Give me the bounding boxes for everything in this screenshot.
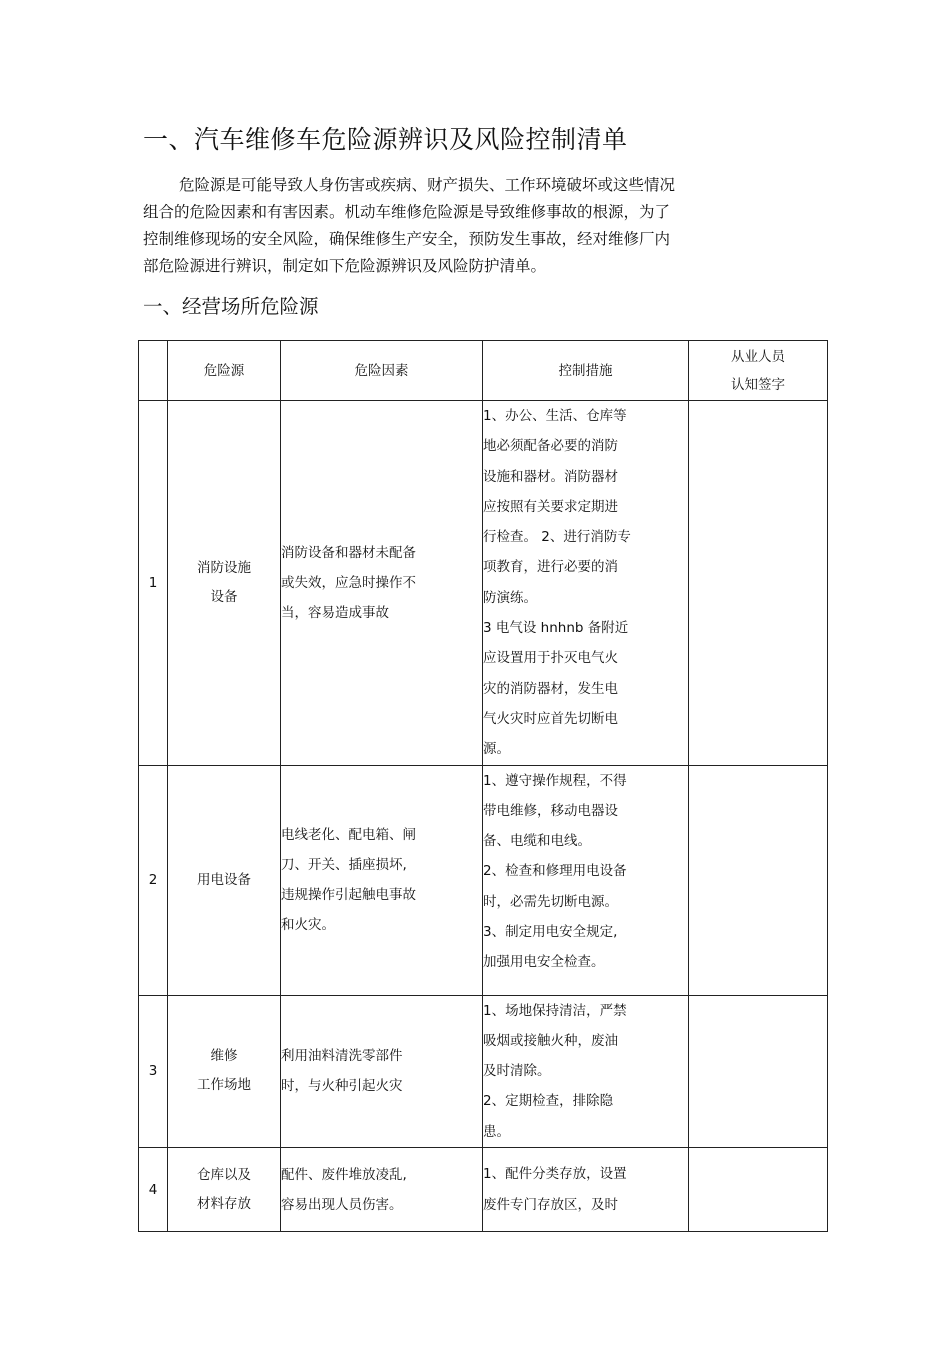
signature-cell[interactable]: [689, 995, 828, 1147]
source-line: 仓库以及: [197, 1166, 251, 1183]
source-line: 设备: [210, 588, 238, 605]
control-line: 1、遵守操作规程，不得: [483, 772, 627, 789]
control-line: 3、制定用电安全规定,: [483, 924, 618, 941]
risk-line: 当，容易造成事故: [281, 604, 389, 621]
risk-line: 容易出现人员伤害。: [281, 1196, 403, 1213]
risk-line: 消防设备和器材未配备: [281, 544, 416, 561]
signature-cell[interactable]: [689, 401, 828, 766]
risk-line: 配件、废件堆放凌乱,: [281, 1166, 407, 1183]
risk-line: 或失效，应急时操作不: [281, 574, 416, 591]
risk-line: 电线老化、配电箱、闸: [281, 827, 416, 844]
control-line: 项教育，进行必要的消: [483, 559, 618, 576]
header-no: [139, 341, 168, 401]
header-risk: 危险因素: [281, 341, 483, 401]
hazard-source: [168, 1148, 281, 1232]
control-line: 应设置用于扑灭电气火: [483, 650, 618, 667]
intro-line: 组合的危险因素和有害因素。机动车维修危险源是导致维修事故的根源，为了: [143, 203, 671, 221]
control-line: 患。: [483, 1123, 510, 1140]
source-line: 消防设施: [197, 559, 251, 576]
control-line: 及时清除。: [483, 1063, 551, 1080]
risk-factor: [281, 401, 483, 766]
header-source: 危险源: [168, 341, 281, 401]
risk-factor: [281, 1148, 483, 1232]
control-line: 时，必需先切断电源。: [483, 893, 618, 910]
source-line: 维修: [210, 1048, 238, 1065]
hazard-source: [168, 401, 281, 766]
control-line: 废件专门存放区，及时: [483, 1196, 618, 1213]
header-sign-line: 从业人员: [731, 348, 785, 365]
control-measures: [483, 995, 689, 1147]
control-line: 地必须配备必要的消防: [483, 438, 618, 455]
header-control: 控制措施: [483, 341, 689, 401]
control-line: 1、场地保持清洁，严禁: [483, 1002, 627, 1019]
header-sign: [689, 341, 828, 401]
table-header-row: [139, 341, 828, 401]
risk-line: 和火灾。: [281, 917, 335, 934]
hazard-table: [138, 340, 828, 1232]
control-line: 吸烟或接触火种，废油: [483, 1032, 618, 1049]
page-title: 一、汽车维修车危险源辨识及风险控制清单: [143, 125, 628, 154]
source-line: 工作场地: [197, 1077, 251, 1094]
control-line: 行检查。 2、进行消防专: [483, 529, 631, 546]
hazard-source: [168, 765, 281, 995]
control-measures: [483, 765, 689, 995]
intro-line: 控制维修现场的安全风险，确保维修生产安全，预防发生事故，经对维修厂内: [143, 230, 671, 248]
signature-cell[interactable]: [689, 765, 828, 995]
row-number: 4: [139, 1148, 168, 1232]
control-line: 源。: [483, 741, 510, 758]
control-line: 灾的消防器材，发生电: [483, 680, 618, 697]
risk-line: 违规操作引起触电事故: [281, 887, 416, 904]
intro-line: 部危险源进行辨识，制定如下危险源辨识及风险防护清单。: [143, 257, 547, 275]
source-line: 材料存放: [197, 1195, 251, 1212]
control-line: 2、检查和修理用电设备: [483, 863, 627, 880]
control-line: 设施和器材。消防器材: [483, 468, 618, 485]
table-row: [139, 765, 828, 995]
risk-factor: [281, 995, 483, 1147]
table-row: [139, 995, 828, 1147]
control-line: 带电维修，移动电器设: [483, 802, 618, 819]
risk-line: 刀、开关、插座损坏,: [281, 857, 407, 874]
row-number: 2: [139, 765, 168, 995]
control-line: 1、办公、生活、仓库等: [483, 408, 627, 424]
control-line: 3 电气设 hnhnb 备附近: [483, 620, 629, 637]
table-row: [139, 401, 828, 766]
intro-paragraph: [143, 172, 718, 280]
control-measures: [483, 1148, 689, 1232]
control-line: 应按照有关要求定期进: [483, 498, 618, 515]
section-title: 一、经营场所危险源: [143, 295, 319, 318]
row-number: 1: [139, 401, 168, 766]
control-line: 气火灾时应首先切断电: [483, 710, 618, 727]
table-row: [139, 1148, 828, 1232]
control-line: 1、配件分类存放，设置: [483, 1166, 627, 1183]
risk-line: 时，与火种引起火灾: [281, 1078, 403, 1095]
control-line: 备、电缆和电线。: [483, 833, 591, 850]
intro-line: 危险源是可能导致人身伤害或疾病、财产损失、工作环境破坏或这些情况: [179, 176, 676, 194]
control-line: 防演练。: [483, 589, 537, 606]
header-sign-line: 认知签字: [731, 376, 785, 393]
risk-line: 利用油料清洗零部件: [281, 1048, 403, 1065]
control-line: 加强用电安全检查。: [483, 954, 605, 971]
hazard-source: [168, 995, 281, 1147]
row-number: 3: [139, 995, 168, 1147]
signature-cell[interactable]: [689, 1148, 828, 1232]
control-line: 2、定期检查，排除隐: [483, 1093, 614, 1110]
risk-factor: [281, 765, 483, 995]
source-line: 用电设备: [197, 871, 251, 888]
control-measures: [483, 401, 689, 766]
